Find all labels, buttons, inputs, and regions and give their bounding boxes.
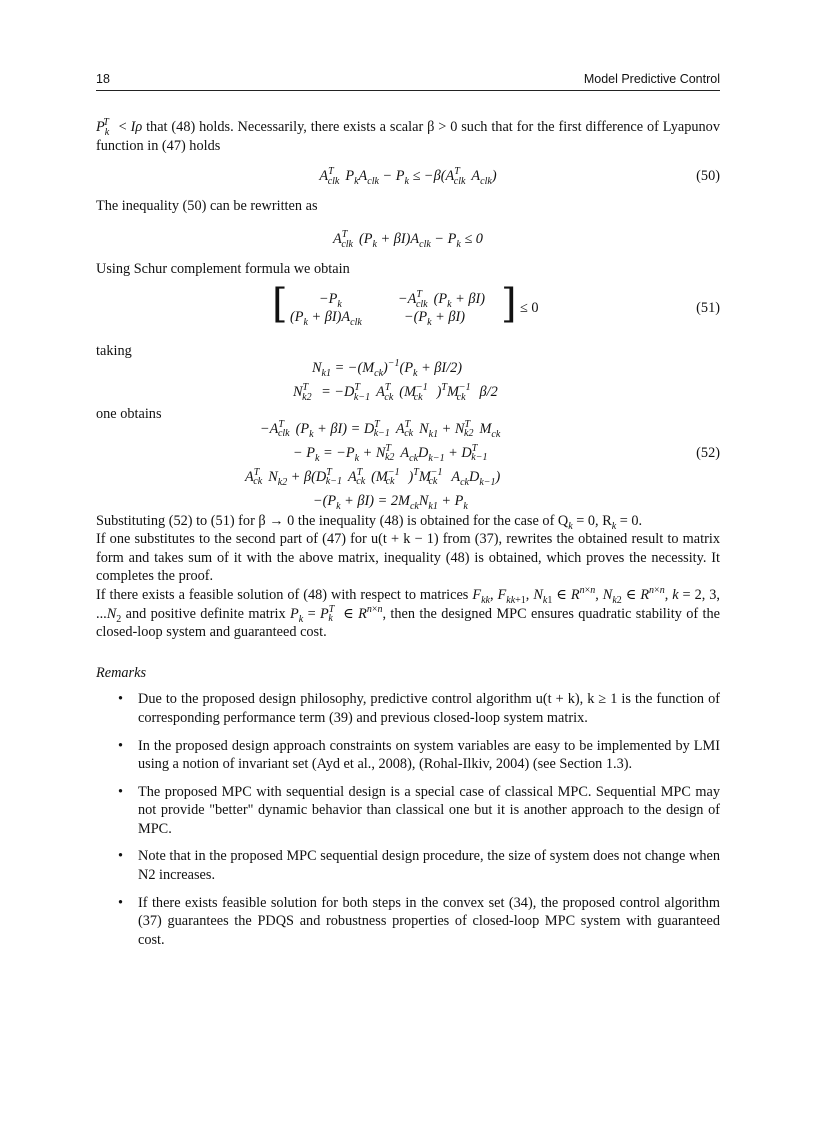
equation-51: [ $-P_k$ $-A^T_{clk}$ $(P_k + \beta I)$ $(P_k + \beta I)A_{clk}$ $-(P_k + \beta I)$ ] ≤ 0 (51): [272, 281, 720, 329]
paragraph-4: taking: [96, 343, 132, 360]
paragraph-7-part3: , then the designed MPC ensures quadratic stability of the closed-loop system and guaranteed cost.: [96, 605, 720, 641]
equation-unnumbered-1: $A^T_{clk}$ $(P_k + \beta I)A_{clk} - P_k \le 0$: [333, 229, 483, 250]
remarks-list: [96, 690, 720, 949]
bullet-icon: •: [118, 691, 124, 708]
remark-text: Due to the proposed design philosophy, predictive control algorithm u(t + k), k ≥ 1 is the function of corresponding performance term (39) and previous closed-loop system matrix.: [138, 691, 720, 726]
remark-item: [96, 783, 720, 839]
page-header: [96, 70, 720, 91]
paragraph-6-line1: Substituting (52) to (51) for β → 0 the inequality (48) is obtained for the case of Q: [96, 512, 569, 529]
running-title: Model Predictive Control: [583, 72, 720, 86]
paragraph-5: one obtains: [96, 405, 162, 422]
bullet-icon: •: [118, 783, 124, 800]
remark-text: Note that in the proposed MPC sequential design procedure, the size of system does not change when N2 increases.: [138, 848, 720, 884]
remark-item: [96, 894, 720, 950]
equation-52: $-A^T_{clk}$ $(P_k + \beta I) = D^T_{k-1}$ $A^T_{ck}$ $N_{k1} + N^T_{k2}$ $M_{ck}$ − $P_k = -P_k + N^T_{k2}$ $A_{ck}D_{k-1} + D^T_{k-1}$ (52) $A^T_{ck}$ $N_{k2} + \beta(D^T_{k-1}$ $A^T_{ck}$ ($M^{-1}_{ck}$ )$^TM^{-1}_{ck}$ $A_{ck}D_{k-1}$) $-(P_k + \beta I) = 2M_{ck}N_{k1} + P_k$: [245, 418, 720, 512]
equation-52-number: (52): [696, 444, 720, 461]
paragraph-6-line1-end: = 0, R: [572, 512, 612, 529]
remark-item: [96, 690, 720, 727]
paragraph-2: The inequality (50) can be rewritten as: [96, 198, 318, 215]
equation-50: $A^T_{clk}$ $P_kA_{clk} - P_k \le -\beta(A^T_{clk}$ $A_{clk}$) (50): [319, 166, 720, 188]
page-number: 18: [96, 72, 110, 86]
remark-text: The proposed MPC with sequential design is a special case of classical MPC. Sequential MPC may not provide "better" dynamic behavior than classical one but it is another approach to the design of MPC.: [138, 783, 720, 837]
equation-definitions: $N_{k1} = -(M_{ck})^{-1}(P_k + \beta I/2)$ $N^T_{k2} = -D^T_{k-1}$ $A^T_{ck}$ ($M^{-1}_{ck}$ )$^TM^{-1}_{ck}$ β/2: [293, 358, 498, 403]
paragraph-1: $P_k^T < I\rho$ that (48) holds. Necessarily, there exists a scalar β > 0 such that for the first difference of Lyapunov function in (47) holds: [96, 117, 720, 154]
equation-51-number: (51): [696, 300, 720, 317]
bullet-icon: •: [118, 894, 124, 911]
paragraph-6-line1-tail: = 0.: [616, 512, 643, 529]
equation-50-number: (50): [696, 168, 720, 185]
remark-item: [96, 737, 720, 774]
remark-text: In the proposed design approach constraints on system variables are easy to be implemented by LMI using a notion of invariant set (Ayd et al., 2008), (Rohal-Ilkiv, 2004) (see Section 1.3).: [138, 737, 720, 773]
paragraph-6-rest: If one substitutes to the second part of (47) for u(t + k − 1) from (37), rewrites the obtained result to matrix form and takes sum of it with the above matrix, inequality (48) is obtained, which proves the necessity. It completes the proof.: [96, 531, 720, 585]
remark-item: [96, 847, 720, 884]
page-body: [96, 118, 720, 958]
paragraph-7-part1: If there exists a feasible solution of (48) with respect to matrices: [96, 586, 473, 603]
remarks-title: Remarks: [96, 664, 147, 681]
paragraph-3: Using Schur complement formula we obtain: [96, 260, 350, 277]
paragraph-7: If there exists a feasible solution of (48) with respect to matrices $F_{kk}$, $F_{kk+1}$, $N_{k1}$ ∈ $R^{n\times n}$, $N_{k2}$ ∈ $R^{n\times n}$, k = 2, 3, $...N_2$ and positive definite matrix $P_k = P^T_k$ ∈ $R^{n\times n}$, then the designed MPC ensures quadratic stability of the closed-loop system and guaranteed cost.: [96, 585, 721, 641]
bullet-icon: •: [118, 848, 124, 865]
remark-text: If there exists feasible solution for both steps in the convex set (34), the proposed control algorithm (37) guarantees the PDQS and robustness properties of closed-loop MPC system with guaranteed cost.: [138, 894, 720, 948]
bullet-icon: •: [118, 737, 124, 754]
paragraph-6: Substituting (52) to (51) for β → 0 the inequality (48) is obtained for the case of $Q_k = 0$, $R_k = 0$. If one substitutes to the second part of (47) for u(t + k − 1) from (37), rewrites the obtained result to matrix form and takes sum of it with the above matrix, inequality (48) is obtained, which proves the necessity. It completes the proof.: [96, 512, 720, 585]
paragraph-1-text: that (48) holds. Necessarily, there exists a scalar β > 0 such that for the first difference of Lyapunov function in (47) holds: [96, 119, 720, 154]
